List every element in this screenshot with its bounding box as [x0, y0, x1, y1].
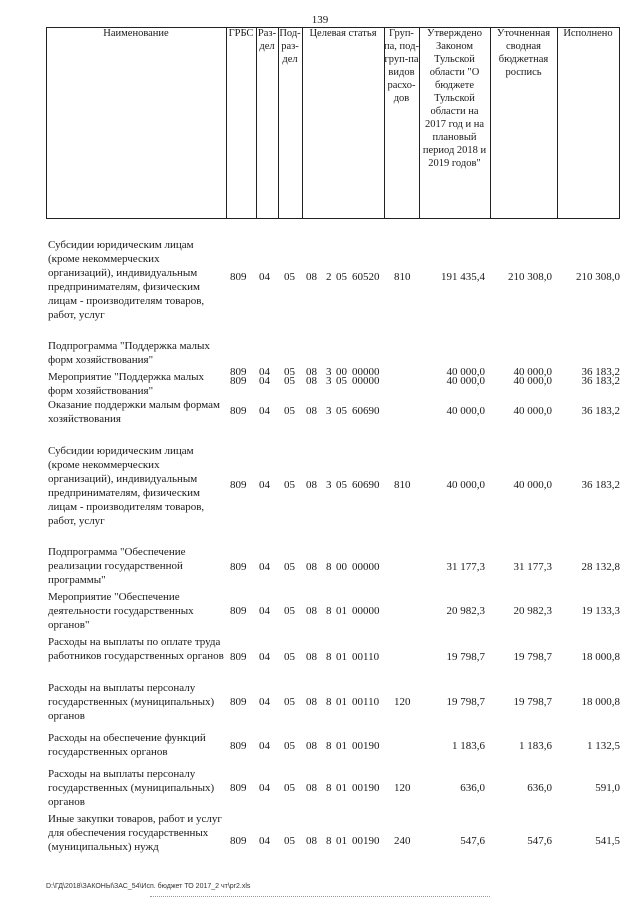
- header-grbs: ГРБС: [228, 28, 254, 39]
- row-expense-group: 240: [394, 835, 411, 847]
- row-name: Расходы на выплаты по оплате труда работников государственных органов: [48, 636, 224, 662]
- row-cs-direction: 00190: [352, 835, 380, 847]
- footer-divider: [150, 896, 490, 897]
- row-approved: 547,6: [460, 835, 485, 847]
- row-name: Расходы на обеспечение функций государственных органов: [48, 732, 206, 758]
- row-cs-subprogram: 8: [326, 561, 332, 573]
- row-podrazdel: 05: [284, 651, 295, 663]
- row-approved: 19 798,7: [446, 651, 485, 663]
- col-divider: [619, 27, 620, 219]
- row-podrazdel: 05: [284, 605, 295, 617]
- row-refined: 20 982,3: [513, 605, 552, 617]
- row-refined: 40 000,0: [513, 366, 552, 378]
- row-podrazdel: 05: [284, 561, 295, 573]
- row-cs-subprogram: 8: [326, 605, 332, 617]
- row-cs-event: 01: [336, 835, 347, 847]
- row-razdel: 04: [259, 405, 270, 417]
- row-refined: 40 000,0: [513, 479, 552, 491]
- row-name: Иные закупки товаров, работ и услуг для обеспечения государственных (муниципальных) нужд: [48, 813, 222, 853]
- row-approved: 20 982,3: [446, 605, 485, 617]
- row-cs-program: 08: [306, 782, 317, 794]
- row-approved: 636,0: [460, 782, 485, 794]
- row-cs-subprogram: 3: [326, 375, 332, 387]
- row-razdel: 04: [259, 835, 270, 847]
- row-cs-direction: 00110: [352, 651, 380, 663]
- header-executed: Исполнено: [563, 28, 613, 39]
- row-podrazdel: 05: [284, 740, 295, 752]
- row-cs-subprogram: 8: [326, 740, 332, 752]
- row-razdel: 04: [259, 740, 270, 752]
- row-name: Субсидии юридическим лицам (кроме некоммерческих организаций), индивидуальным предпринимателям, физическим лицам - производителям товаров, работ, услуг: [48, 445, 205, 527]
- row-cs-direction: 00000: [352, 561, 380, 573]
- row-razdel: 04: [259, 375, 270, 387]
- row-grbs: 809: [230, 782, 247, 794]
- row-cs-program: 08: [306, 479, 317, 491]
- row-grbs: 809: [230, 740, 247, 752]
- row-razdel: 04: [259, 366, 270, 378]
- row-cs-subprogram: 8: [326, 782, 332, 794]
- row-razdel: 04: [259, 696, 270, 708]
- row-refined: 40 000,0: [513, 375, 552, 387]
- row-approved: 40 000,0: [446, 366, 485, 378]
- header-razdel: Раз-дел: [257, 28, 277, 52]
- row-cs-direction: 00000: [352, 366, 380, 378]
- row-razdel: 04: [259, 271, 270, 283]
- row-refined: 636,0: [527, 782, 552, 794]
- row-approved: 40 000,0: [446, 375, 485, 387]
- row-name: Подпрограмма "Поддержка малых форм хозяйствования": [48, 340, 210, 366]
- row-cs-program: 08: [306, 835, 317, 847]
- row-cs-subprogram: 8: [326, 835, 332, 847]
- row-grbs: 809: [230, 651, 247, 663]
- row-cs-direction: 00000: [352, 605, 380, 617]
- header-target-article: Целевая статья: [309, 28, 377, 39]
- row-grbs: 809: [230, 696, 247, 708]
- row-name: Субсидии юридическим лицам (кроме некоммерческих организаций), индивидуальным предпринимателям, физическим лицам - производителям товаров, работ, услуг: [48, 239, 205, 321]
- row-grbs: 809: [230, 479, 247, 491]
- row-executed: 36 183,2: [581, 375, 620, 387]
- row-grbs: 809: [230, 835, 247, 847]
- row-name: Расходы на выплаты персоналу государственных (муниципальных) органов: [48, 768, 215, 808]
- row-executed: 36 183,2: [581, 366, 620, 378]
- header-bottom-border: [46, 218, 620, 219]
- row-razdel: 04: [259, 561, 270, 573]
- row-refined: 19 798,7: [513, 696, 552, 708]
- row-expense-group: 120: [394, 696, 411, 708]
- page-number: 139: [311, 14, 329, 26]
- header-refined: Уточненная сводная бюджетная роспись: [496, 28, 551, 78]
- row-executed: 1 132,5: [587, 740, 620, 752]
- row-cs-direction: 60690: [352, 405, 380, 417]
- file-path-footer: D:\ГД\2018\ЗАКОНЫ\ЗАС_54\Исп. бюджет ТО 2017_2 чт\pr2.xls: [46, 883, 251, 890]
- row-grbs: 809: [230, 271, 247, 283]
- row-cs-subprogram: 2: [326, 271, 332, 283]
- row-executed: 18 000,8: [581, 651, 620, 663]
- col-divider: [302, 27, 303, 219]
- row-cs-event: 01: [336, 782, 347, 794]
- row-cs-event: 00: [336, 366, 347, 378]
- row-cs-event: 01: [336, 605, 347, 617]
- row-expense-group: 810: [394, 271, 411, 283]
- row-refined: 547,6: [527, 835, 552, 847]
- row-cs-subprogram: 8: [326, 651, 332, 663]
- col-divider: [557, 27, 558, 219]
- row-refined: 31 177,3: [513, 561, 552, 573]
- row-podrazdel: 05: [284, 271, 295, 283]
- row-approved: 40 000,0: [446, 405, 485, 417]
- row-grbs: 809: [230, 366, 247, 378]
- row-cs-event: 05: [336, 405, 347, 417]
- row-cs-subprogram: 8: [326, 696, 332, 708]
- row-executed: 28 132,8: [581, 561, 620, 573]
- header-expense-group: Груп-па, под-груп-па видов расхо-дов: [384, 28, 419, 104]
- row-grbs: 809: [230, 561, 247, 573]
- row-podrazdel: 05: [284, 479, 295, 491]
- row-name: Расходы на выплаты персоналу государственных (муниципальных) органов: [48, 682, 215, 722]
- row-podrazdel: 05: [284, 782, 295, 794]
- row-cs-program: 08: [306, 405, 317, 417]
- row-name: Подпрограмма "Обеспечение реализации государственной программы": [48, 546, 186, 586]
- row-executed: 541,5: [595, 835, 620, 847]
- row-approved: 1 183,6: [452, 740, 485, 752]
- row-approved: 40 000,0: [446, 479, 485, 491]
- row-razdel: 04: [259, 479, 270, 491]
- row-cs-program: 08: [306, 375, 317, 387]
- row-cs-event: 05: [336, 375, 347, 387]
- row-approved: 191 435,4: [441, 271, 485, 283]
- header-name: Наименование: [103, 28, 169, 39]
- row-razdel: 04: [259, 605, 270, 617]
- row-name: Оказание поддержки малым формам хозяйствования: [48, 399, 221, 425]
- header-approved: Утверждено Законом Тульской области "О бюджете Тульской области на 2017 год и на плановый период 2018 и 2019 годов": [422, 28, 487, 169]
- row-name: Мероприятие "Поддержка малых форм хозяйствования": [48, 371, 205, 397]
- row-cs-subprogram: 3: [326, 366, 332, 378]
- row-cs-subprogram: 3: [326, 479, 332, 491]
- row-cs-direction: 60690: [352, 479, 380, 491]
- row-podrazdel: 05: [284, 696, 295, 708]
- row-cs-program: 08: [306, 651, 317, 663]
- row-refined: 1 183,6: [519, 740, 552, 752]
- row-refined: 19 798,7: [513, 651, 552, 663]
- row-executed: 36 183,2: [581, 405, 620, 417]
- row-executed: 36 183,2: [581, 479, 620, 491]
- row-executed: 591,0: [595, 782, 620, 794]
- row-cs-event: 00: [336, 561, 347, 573]
- row-executed: 210 308,0: [576, 271, 620, 283]
- row-expense-group: 810: [394, 479, 411, 491]
- header-podrazdel: Под-раз-дел: [279, 28, 301, 65]
- row-cs-event: 05: [336, 479, 347, 491]
- row-approved: 19 798,7: [446, 696, 485, 708]
- row-cs-program: 08: [306, 561, 317, 573]
- row-cs-direction: 00110: [352, 696, 380, 708]
- row-refined: 40 000,0: [513, 405, 552, 417]
- col-divider: [256, 27, 257, 219]
- col-divider: [226, 27, 227, 219]
- row-grbs: 809: [230, 605, 247, 617]
- row-podrazdel: 05: [284, 366, 295, 378]
- row-razdel: 04: [259, 782, 270, 794]
- row-cs-program: 08: [306, 740, 317, 752]
- row-executed: 18 000,8: [581, 696, 620, 708]
- row-podrazdel: 05: [284, 375, 295, 387]
- row-cs-subprogram: 3: [326, 405, 332, 417]
- col-divider: [46, 27, 47, 219]
- row-razdel: 04: [259, 651, 270, 663]
- row-cs-program: 08: [306, 605, 317, 617]
- row-podrazdel: 05: [284, 405, 295, 417]
- row-expense-group: 120: [394, 782, 411, 794]
- row-cs-program: 08: [306, 271, 317, 283]
- row-cs-program: 08: [306, 366, 317, 378]
- row-cs-event: 01: [336, 696, 347, 708]
- row-cs-direction: 00190: [352, 782, 380, 794]
- row-grbs: 809: [230, 375, 247, 387]
- row-cs-event: 01: [336, 651, 347, 663]
- row-podrazdel: 05: [284, 835, 295, 847]
- row-name: Мероприятие "Обеспечение деятельности государственных органов": [48, 591, 194, 631]
- row-cs-direction: 00000: [352, 375, 380, 387]
- row-executed: 19 133,3: [581, 605, 620, 617]
- row-approved: 31 177,3: [446, 561, 485, 573]
- row-refined: 210 308,0: [508, 271, 552, 283]
- row-cs-event: 01: [336, 740, 347, 752]
- row-cs-direction: 60520: [352, 271, 380, 283]
- row-cs-direction: 00190: [352, 740, 380, 752]
- row-cs-event: 05: [336, 271, 347, 283]
- row-grbs: 809: [230, 405, 247, 417]
- row-cs-program: 08: [306, 696, 317, 708]
